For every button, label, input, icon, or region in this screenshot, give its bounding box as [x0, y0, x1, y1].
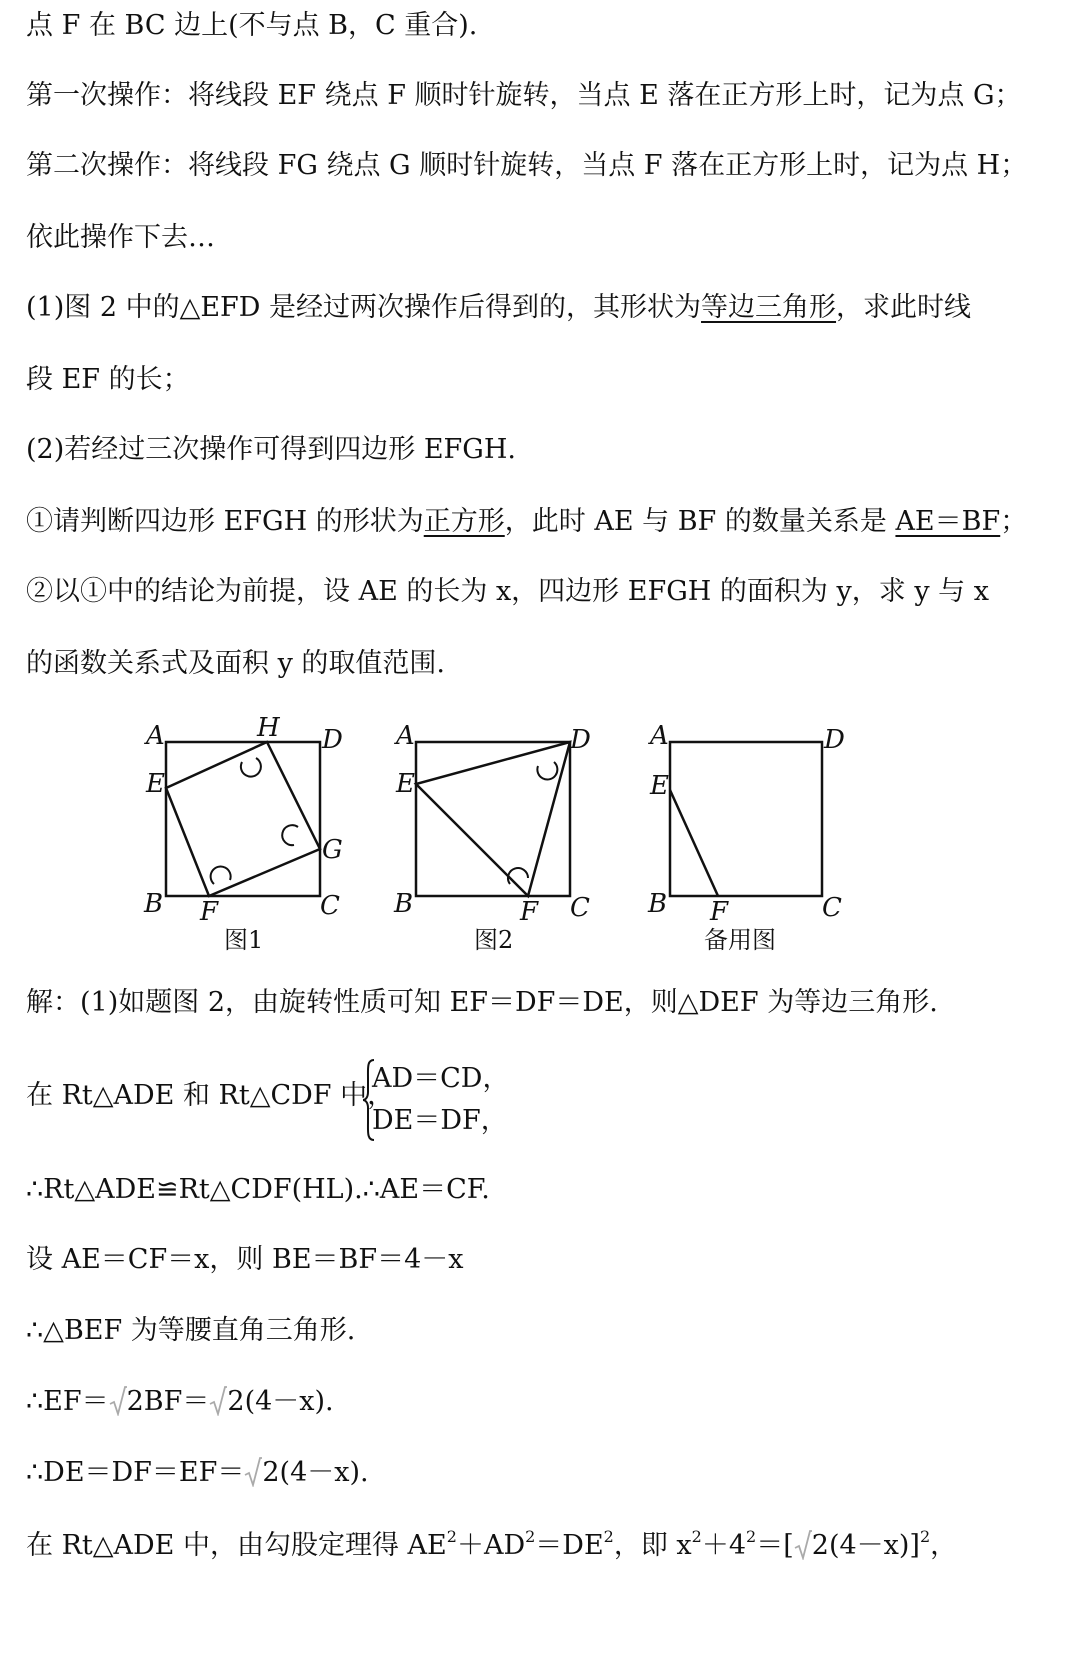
- sqrt-sign: [209, 1386, 227, 1416]
- fig1-rotate-arrow-h: [241, 758, 261, 777]
- s8-sup-3: 2: [603, 1527, 614, 1546]
- problem-line-9: 的函数关系式及面积 y 的取值范围.: [26, 648, 446, 679]
- s8-b: ＋AD: [456, 1530, 526, 1561]
- system-eq-2: DE＝DF，: [372, 1105, 508, 1136]
- problem-line-3: 依此操作下去…: [26, 222, 215, 253]
- s8-e: ＋4: [701, 1530, 747, 1561]
- fig3-label-f: F: [710, 897, 729, 927]
- sqrt-sign: [244, 1457, 262, 1487]
- problem-line-0: 点 F 在 BC 边上(不与点 B，C 重合).: [26, 10, 478, 41]
- solution-line-8: [26, 1528, 1060, 1564]
- fig2-rotate-arrow-f: [508, 868, 528, 884]
- system-eq-1: AD＝CD，: [372, 1063, 510, 1094]
- answer-ae-bf: AE＝BF: [895, 506, 1001, 537]
- question-1-tail: ，求此时线: [836, 292, 972, 323]
- question-2a-mid: ，此时 AE 与 BF 的数量关系是: [504, 506, 896, 537]
- fig1-label-f: F: [200, 897, 219, 927]
- solution-line-7: [26, 1455, 1060, 1491]
- problem-line-4: [26, 290, 1060, 326]
- fig1-label-a: A: [146, 721, 165, 751]
- fig2-square: [416, 742, 570, 896]
- solution-line-2: 在 Rt△ADE 和 Rt△CDF 中，: [26, 1080, 395, 1111]
- solution-line-3: ∴Rt△ADE≌Rt△CDF(HL).∴AE＝CF.: [26, 1174, 490, 1205]
- problem-line-5: 段 EF 的长；: [26, 364, 190, 395]
- s7-lhs: ∴DE＝DF＝EF＝: [26, 1457, 245, 1488]
- s8-sup-4: 2: [691, 1527, 702, 1546]
- fig3-caption: 备用图: [704, 926, 776, 954]
- fig2-label-b: B: [394, 889, 414, 919]
- solution-line-4: 设 AE＝CF＝x，则 BE＝BF＝4－x: [26, 1244, 464, 1275]
- solution-line-1: 解：(1)如题图 2，由旋转性质可知 EF＝DF＝DE，则△DEF 为等边三角形.: [26, 987, 938, 1018]
- fig3-square: [670, 742, 822, 896]
- s6-lhs: ∴EF＝: [26, 1386, 109, 1417]
- s8-d: ，即 x: [613, 1530, 692, 1561]
- fig1-quad-efgh: [166, 742, 320, 896]
- question-2a-end: ；: [1000, 506, 1028, 537]
- s8-f: ＝[: [756, 1530, 794, 1561]
- question-2a-text: ①请判断四边形 EFGH 的形状为: [26, 506, 424, 537]
- answer-square: 正方形: [423, 506, 505, 537]
- problem-line-1: 第一次操作：将线段 EF 绕点 F 顺时针旋转，当点 E 落在正方形上时，记为点 G；: [26, 80, 1022, 111]
- problem-line-8: ②以①中的结论为前提，设 AE 的长为 x，四边形 EFGH 的面积为 y，求 y 与 x: [26, 576, 989, 607]
- fig1-square: [166, 742, 320, 896]
- sqrt-sign: [109, 1386, 127, 1416]
- fig2-label-e: E: [396, 769, 415, 799]
- fig1-rotate-arrow-f: [211, 867, 231, 884]
- s8-h: ，: [930, 1530, 958, 1561]
- fig3-label-e: E: [650, 771, 669, 801]
- fig1-label-g: G: [322, 835, 343, 865]
- fig1-label-h: H: [257, 713, 280, 743]
- problem-line-7: [26, 504, 1060, 540]
- fig2-label-a: A: [396, 721, 415, 751]
- s6-mid: 2BF＝: [126, 1386, 210, 1417]
- s8-sup-5: 2: [746, 1527, 757, 1546]
- s8-sup-1: 2: [446, 1527, 457, 1546]
- s7-rhs: 2(4－x).: [262, 1457, 369, 1488]
- solution-line-6: [26, 1384, 1060, 1420]
- fig2-label-d: D: [570, 725, 591, 755]
- question-1-text: (1)图 2 中的△EFD 是经过两次操作后得到的，其形状为: [26, 292, 702, 323]
- s6-rhs: 2(4－x).: [227, 1386, 334, 1417]
- fig1-label-c: C: [320, 891, 340, 921]
- fig2-caption: 图2: [474, 926, 514, 954]
- fig2-label-c: C: [570, 893, 590, 923]
- answer-equilateral: 等边三角形: [701, 292, 837, 323]
- s8-g: 2(4－x)]: [811, 1530, 920, 1561]
- fig1-caption: 图1: [224, 926, 264, 954]
- problem-line-6: (2)若经过三次操作可得到四边形 EFGH.: [26, 434, 516, 465]
- s8-sup-2: 2: [525, 1527, 536, 1546]
- problem-line-2: 第二次操作：将线段 FG 绕点 G 顺时针旋转，当点 F 落在正方形上时，记为点 H；: [26, 150, 1028, 181]
- solution-line-5: ∴△BEF 为等腰直角三角形.: [26, 1315, 356, 1346]
- fig3-label-a: A: [650, 721, 669, 751]
- fig1-rotate-arrow-g: [282, 825, 298, 845]
- fig1-label-e: E: [146, 769, 165, 799]
- fig3-label-c: C: [822, 893, 842, 923]
- equation-system: [372, 1058, 509, 1142]
- fig3-segment-ef: [670, 790, 718, 896]
- figures-panel: [130, 712, 890, 962]
- sqrt-sign: [794, 1530, 812, 1560]
- fig1-label-d: D: [322, 725, 343, 755]
- fig1-label-b: B: [144, 889, 164, 919]
- fig2-label-f: F: [520, 897, 539, 927]
- fig2-rotate-arrow-d: [537, 762, 557, 779]
- s8-sup-6: 2: [919, 1527, 931, 1546]
- fig2-triangle-efd: [416, 742, 570, 896]
- s8-c: ＝DE: [535, 1530, 604, 1561]
- fig3-label-d: D: [824, 725, 845, 755]
- fig3-label-b: B: [648, 889, 668, 919]
- s8-a: 在 Rt△ADE 中，由勾股定理得 AE: [26, 1530, 447, 1561]
